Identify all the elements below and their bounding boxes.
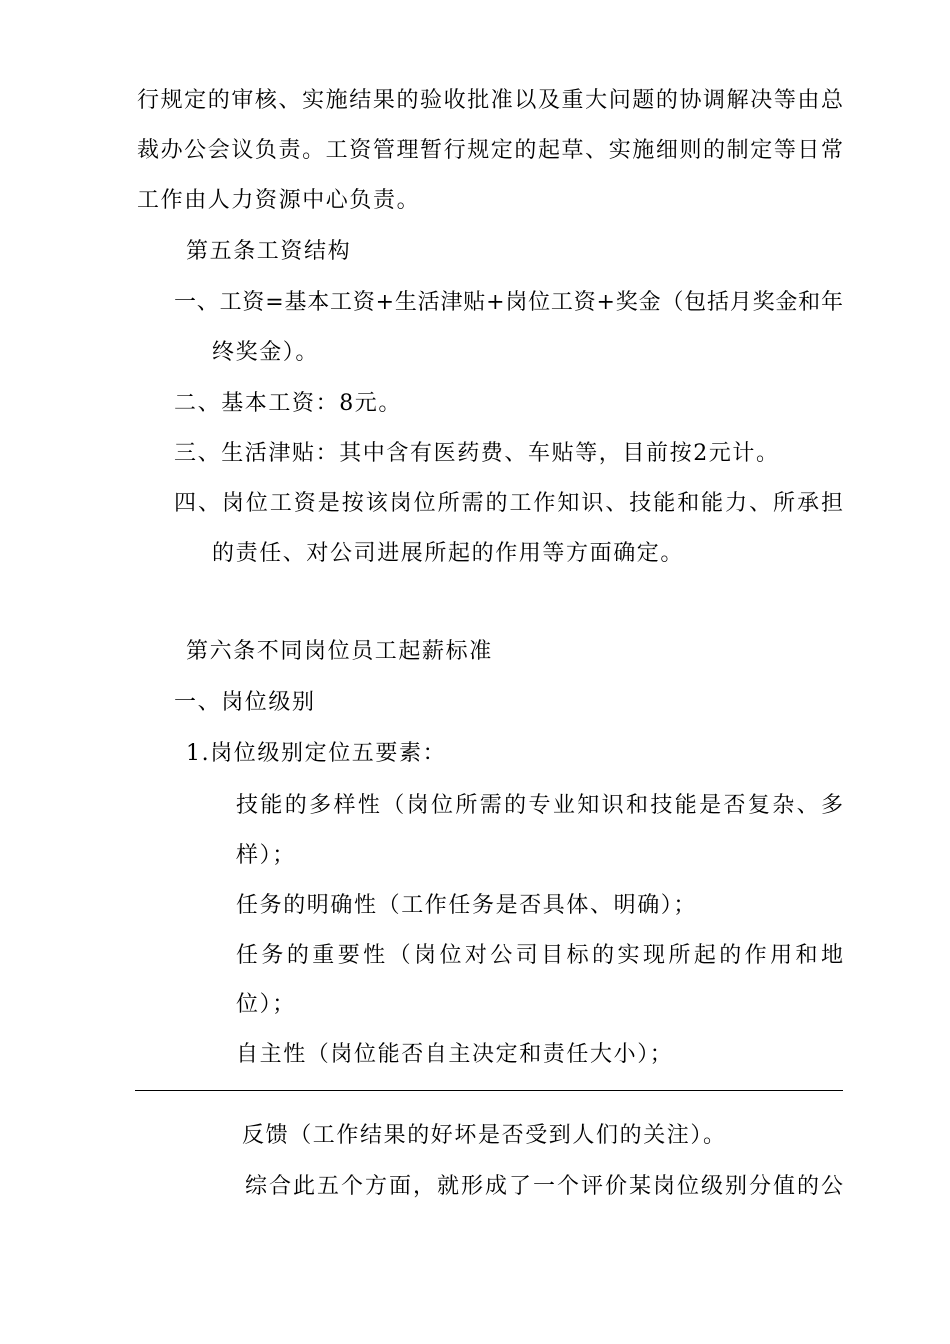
factor-line: 任务的明确性（工作任务是否具体、明确）；: [236, 893, 698, 918]
article-5-item-3: 三、生活津贴：其中含有医药费、车贴等，目前按2元计。: [174, 441, 780, 466]
factor-line: 自主性（岗位能否自主决定和责任大小）；: [236, 1042, 674, 1067]
factor-line: 样）；: [236, 843, 296, 868]
article-5-item-1: 一、工资=基本工资+生活津贴+岗位工资+奖金（包括月奖金和年: [174, 290, 843, 315]
article-5-item-2: 二、基本工资：8元。: [174, 391, 402, 416]
article-5-item-4: 四、岗位工资是按该岗位所需的工作知识、技能和能力、所承担: [174, 491, 843, 516]
page-divider: [135, 1090, 843, 1091]
article-5-heading: 第五条工资结构: [186, 239, 352, 264]
paragraph-line: 综合此五个方面，就形成了一个评价某岗位级别分值的公: [245, 1174, 843, 1199]
paragraph-line: 工作由人力资源中心负责。: [137, 188, 421, 213]
paragraph-line: 行规定的审核、实施结果的验收批准以及重大问题的协调解决等由总: [137, 88, 843, 113]
article-6-section-1: 一、岗位级别: [174, 690, 316, 715]
paragraph-line: 反馈（工作结果的好坏是否受到人们的关注）。: [242, 1123, 727, 1148]
factor-line: 技能的多样性（岗位所需的专业知识和技能是否复杂、多: [236, 793, 843, 818]
paragraph-line: 裁办公会议负责。工资管理暂行规定的起草、实施细则的制定等日常: [137, 138, 843, 163]
article-5-item-4-continuation: 的责任、对公司进展所起的作用等方面确定。: [212, 541, 685, 566]
factor-line: 任务的重要性（岗位对公司目标的实现所起的作用和地: [236, 943, 843, 968]
article-6-heading: 第六条不同岗位员工起薪标准: [186, 639, 493, 664]
factor-line: 位）；: [236, 992, 296, 1017]
article-5-item-1-continuation: 终奖金）。: [212, 340, 320, 365]
article-6-subsection-1: 1.岗位级别定位五要素：: [186, 741, 447, 766]
